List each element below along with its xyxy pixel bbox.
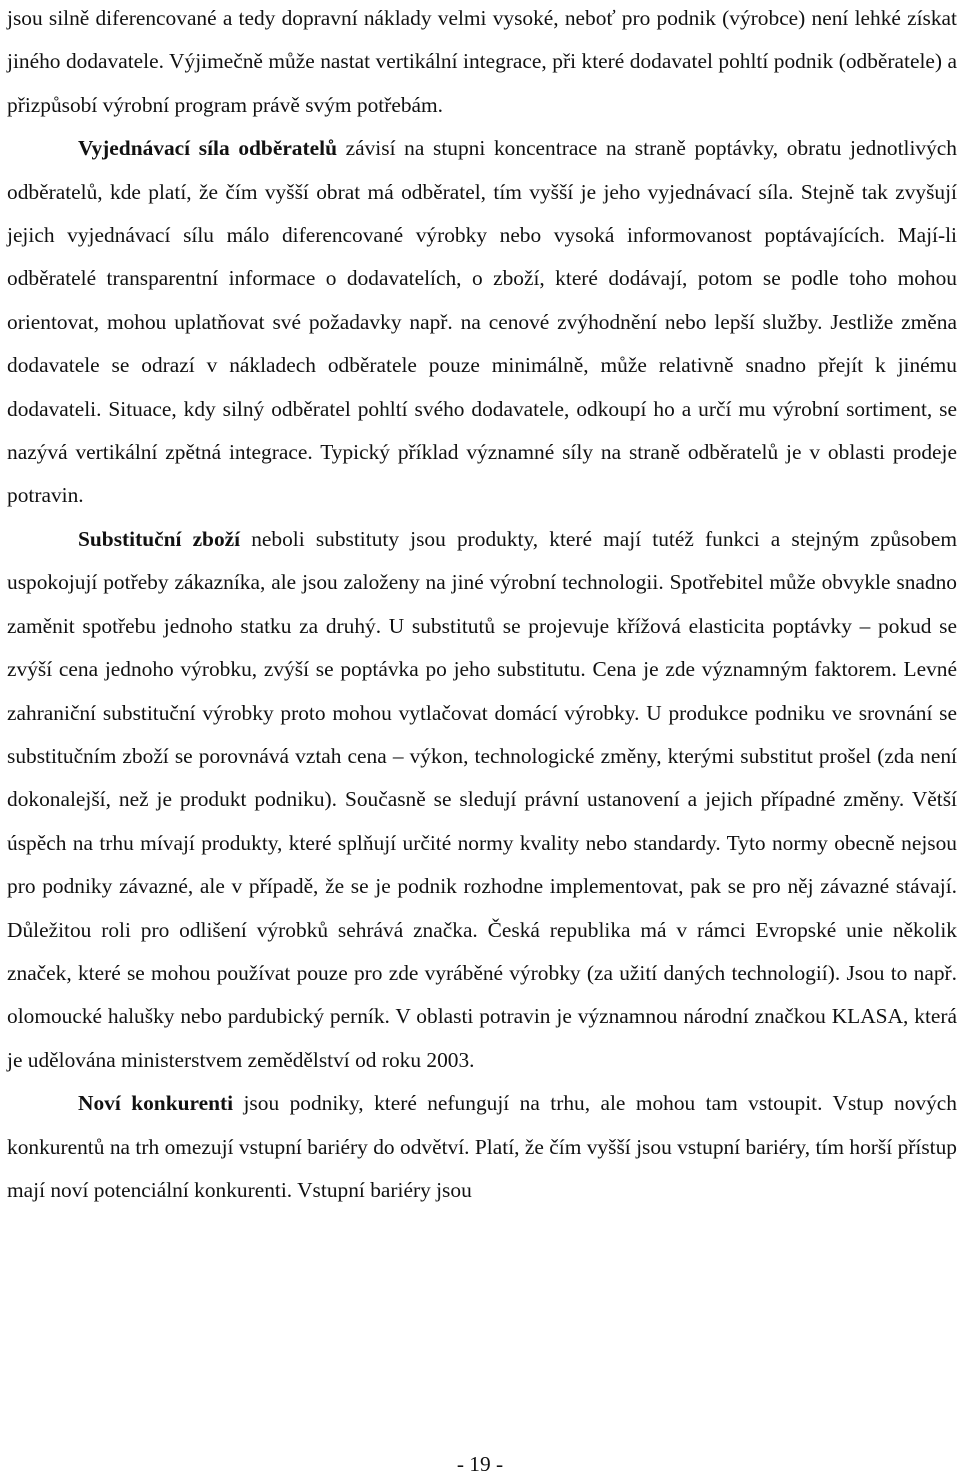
paragraph-term: Vyjednávací síla odběratelů: [78, 136, 337, 161]
paragraph-text: jsou podniky, které nefungují na trhu, ale mohou tam vstoupit. Vstup nových konkurentů na trh omezují vstupní bariéry do odvětví. Platí, že čím vyšší jsou vstupní bariéry, tím horší přístup mají noví potenciální konkurenti. Vstupní bariéry jsou: [7, 1091, 957, 1202]
paragraph-text: závisí na stupni koncentrace na straně poptávky, obratu jednotlivých odběratelů, kde platí, že čím vyšší obrat má odběratel, tím vyšší je jeho vyjednávací síla. Stejně tak zvyšují jejich vyjednávací sílu málo diferencované výrobky nebo vysoká informovanost poptávajících. Mají-li odběratelé transparentní informace o dodavatelích, o zboží, které dodávají, potom se podle toho mohou orientovat, mohou uplatňovat své požadavky např. na cenové zvýhodnění nebo lepší služby. Jestliže změna dodavatele se odrazí v nákladech odběratele pouze minimálně, může relativně snadno přejít k jinému dodavateli. Situace, kdy silný odběratel pohltí svého dodavatele, odkoupí ho a určí mu výrobní sortiment, se nazývá vertikální zpětná integrace. Typický příklad významné síly na straně odběratelů je v oblasti prodeje potravin.: [7, 136, 957, 508]
paragraph-substitutes: [7, 518, 957, 1082]
document-page: [7, 0, 957, 1212]
paragraph-text: neboli substituty jsou produkty, které mají tutéž funkci a stejným způsobem uspokojují potřeby zákazníka, ale jsou založeny na jiné výrobní technologii. Spotřebitel může obvykle snadno zaměnit spotřebu jednoho statku za druhý. U substitutů se projevuje křížová elasticita poptávky – pokud se zvýší cena jednoho výrobku, zvýší se poptávka po jeho substitutu. Cena je zde významným faktorem. Levné zahraniční substituční výrobky proto mohou vytlačovat domácí výrobky. U produkce podniku ve srovnání se substitučním zboží se porovnává vztah cena – výkon, technologické změny, kterými substitut prošel (zda není dokonalejší, než je produkt podniku). Současně se sledují právní ustanovení a jejich případné změny. Větší úspěch na trhu mívají produkty, které splňují určité normy kvality nebo standardy. Tyto normy obecně nejsou pro podniky závazné, ale v případě, že se je podnik rozhodne implementovat, pak se pro něj závazné stávají. Důležitou roli pro odlišení výrobků sehrává značka. Česká republika má v rámci Evropské unie několik značek, které se mohou používat pouze pro zde vyráběné výrobky (za užití daných technologií). Jsou to např. olomoucké halušky nebo pardubický perník. V oblasti potravin je významnou národní značkou KLASA, která je udělována ministerstvem zemědělství od roku 2003.: [7, 526, 957, 1072]
paragraph-new-competitors: [7, 1082, 957, 1212]
paragraph-term: Substituční zboží: [78, 526, 241, 551]
page-number: - 19 -: [456, 1452, 504, 1476]
paragraph-continuation: [7, 0, 957, 127]
paragraph-buyer-bargaining-power: [7, 127, 957, 518]
paragraph-text: jsou silně diferencované a tedy dopravní náklady velmi vysoké, neboť pro podnik (výrobce) není lehké získat jiného dodavatele. Výjimečně může nastat vertikální integrace, při které dodavatel pohltí podnik (odběratele) a přizpůsobí výrobní program právě svým potřebám.: [7, 6, 957, 117]
paragraph-term: Noví konkurenti: [78, 1091, 234, 1116]
